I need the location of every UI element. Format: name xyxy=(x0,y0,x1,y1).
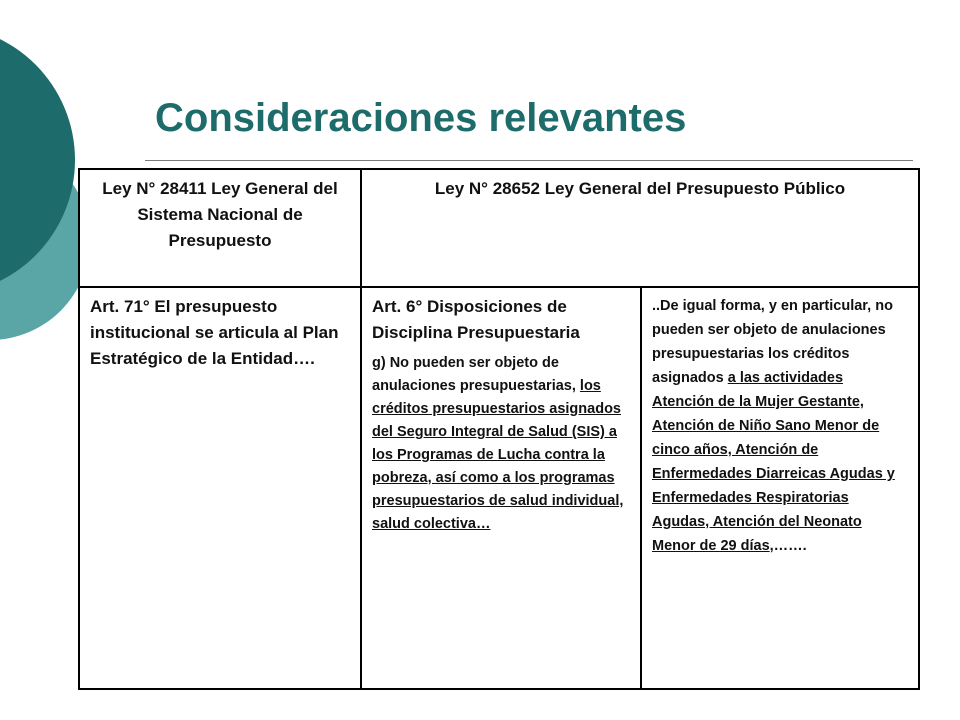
header-cell-ley-28411 xyxy=(79,169,361,287)
comparison-table xyxy=(78,168,920,690)
cell-de-igual-forma xyxy=(641,287,919,689)
art-6-plain-text: g) No pueden ser objeto de anulaciones presupuestarias, xyxy=(372,355,580,394)
art-71-text: Art. 71° El presupuesto institucional se articula al Plan Estratégico de la Entidad…. xyxy=(90,297,339,368)
col3-underlined-text: a las actividades Atención de la Mujer Gestante, Atención de Niño Sano Menor de cinco años, Atención de Enfermedades Diarreicas Agudas y Enfermedades Respiratorias Agudas, Atención del Neonato Menor de 29 días xyxy=(652,370,895,554)
cell-art-71 xyxy=(79,287,361,689)
header-cell-ley-28652 xyxy=(361,169,919,287)
col3-plain-text: ..De igual forma, y en particular, no pueden ser objeto de anulaciones presupuestarias los créditos asignados xyxy=(652,298,893,386)
header-ley-28652: Ley N° 28652 Ley General del Presupuesto Público xyxy=(434,179,846,198)
title-divider xyxy=(145,160,913,161)
art-6-paragraph xyxy=(372,352,632,536)
header-ley-28411: Ley N° 28411 Ley General del Sistema Nacional de Presupuesto xyxy=(102,179,338,250)
art-6-underlined-text: los créditos presupuestarios asignados del Seguro Integral de Salud (SIS) a los Programas de Lucha contra la pobreza, así como a los programas presupuestarios de salud individual, salud colectiva… xyxy=(372,378,624,532)
slide-title: Consideraciones relevantes xyxy=(155,96,687,140)
cell-art-6 xyxy=(361,287,641,689)
col3-trailing-text: ,……. xyxy=(769,538,807,554)
table-row xyxy=(79,287,919,689)
table-header-row xyxy=(79,169,919,287)
art-6-heading: Art. 6° Disposiciones de Disciplina Presupuestaria xyxy=(372,297,580,342)
